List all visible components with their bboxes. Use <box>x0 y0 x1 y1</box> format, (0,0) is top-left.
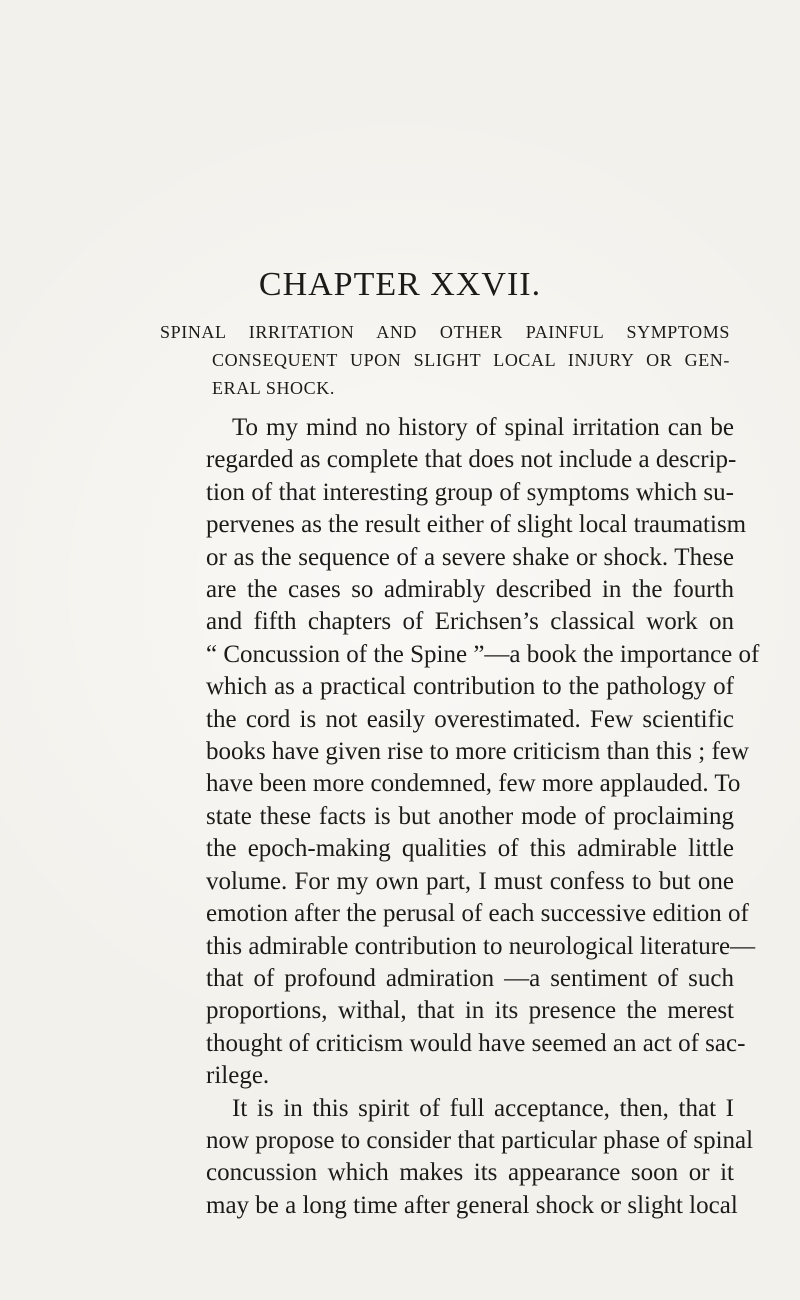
body-line: books have given rise to more criticism than this ; few <box>206 738 749 766</box>
body-line: emotion after the perusal of each successive edition of <box>206 900 749 928</box>
body-line: concussion which makes its appearance soon or it <box>206 1159 734 1187</box>
chapter-heading-line: CONSEQUENT UPON SLIGHT LOCAL INJURY OR GEN- <box>212 350 730 370</box>
body-line: proportions, withal, that in its presence the merest <box>206 997 734 1025</box>
body-line: may be a long time after general shock or slight local <box>206 1191 738 1219</box>
body-line: have been more condemned, few more applauded. To <box>206 770 741 798</box>
body-line: regarded as complete that does not include a descrip- <box>206 446 737 474</box>
body-line: To my mind no history of spinal irritation can be <box>232 414 734 441</box>
chapter-heading-line: ERAL SHOCK. <box>212 378 335 398</box>
body-line: this admirable contribution to neurological literature— <box>206 932 756 960</box>
body-line: state these facts is but another mode of proclaiming <box>206 802 734 830</box>
body-line: thought of criticism would have seemed an act of sac- <box>206 1029 746 1057</box>
body-line: rilege. <box>206 1062 270 1090</box>
body-line: It is in this spirit of full acceptance, then, that I <box>232 1094 734 1122</box>
body-line: volume. For my own part, I must confess to but one <box>206 867 734 895</box>
body-line: now propose to consider that particular phase of spinal <box>206 1126 754 1154</box>
body-line: tion of that interesting group of symptoms which su- <box>206 478 734 506</box>
chapter-heading <box>160 318 732 402</box>
body-line: that of profound admiration —a sentiment of such <box>206 964 734 992</box>
chapter-heading-line: SPINAL IRRITATION AND OTHER PAINFUL SYMPTOMS <box>160 322 730 342</box>
body-line: which as a practical contribution to the pathology of <box>206 673 734 701</box>
body-line: “ Concussion of the Spine ”—a book the importance of <box>206 640 760 668</box>
chapter-title: CHAPTER XXVII. <box>258 266 542 303</box>
body-line: the cord is not easily overestimated. Few scientific <box>206 705 734 733</box>
body-line: pervenes as the result either of slight local traumatism <box>206 511 747 539</box>
body-line: the epoch-making qualities of this admirable little <box>206 835 734 863</box>
body-line: and fifth chapters of Erichsen’s classical work on <box>206 608 734 636</box>
body-line: are the cases so admirably described in the fourth <box>206 576 734 604</box>
body-text <box>206 412 760 1222</box>
body-line: or as the sequence of a severe shake or shock. These <box>206 543 734 571</box>
